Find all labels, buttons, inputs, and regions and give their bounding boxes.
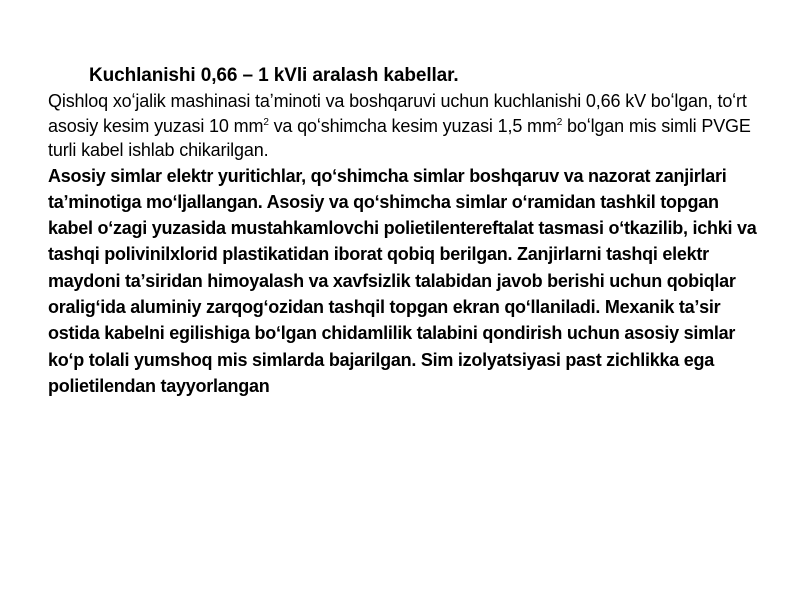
slide-content bbox=[48, 64, 758, 399]
intro-text-part-2: va qoʻshimcha kesim yuzasi 1,5 mm bbox=[268, 115, 557, 136]
intro-text-part-3: boʻlgan mis simli PVGE turli kabel ishlab chikarilgan. bbox=[48, 115, 751, 160]
slide-title: Kuchlanishi 0,66 – 1 kVli aralash kabellar. bbox=[89, 65, 459, 86]
intro-text-part-1: Qishloq xoʻjalik mashinasi taʼminoti va boshqaruvi uchun kuchlanishi 0,66 kV boʻlgan, toʻrt asosiy kesim yuzasi 10 mm bbox=[48, 91, 747, 136]
intro-paragraph bbox=[48, 89, 758, 163]
superscript-squared: 2 bbox=[263, 116, 269, 128]
superscript-squared: 2 bbox=[556, 116, 563, 128]
body-paragraph: Asosiy simlar elektr yuritichlar, qoʻshimcha simlar boshqaruv va nazorat zanjirlari taʼminotiga moʻljallangan. Asosiy va qoʻshimcha simlar oʻramidan tashkil topgan kabel oʻzagi yuzasida mustahkamlovchi polietilentereftalat tasmasi oʻtkazilib, ichki va tashqi polivinilxlorid plastikatidan iborat qobiq berilgan. Zanjirlarni tashqi elektr maydoni taʼsiridan himoyalash va xavfsizlik talabidan javob berishi uchun qobiqlar oraligʻida aluminiy zarqogʻozidan tashqil topgan ekran qoʻllaniladi. Mexanik taʼsir ostida kabelni egilishiga boʻlgan chidamlilik talabini qondirish uchun asosiy simlar koʻp tolali yumshoq mis simlarda bajarilgan. Sim izolyatsiyasi past zichlikka ega polietilendan tayyorlangan bbox=[48, 165, 757, 396]
